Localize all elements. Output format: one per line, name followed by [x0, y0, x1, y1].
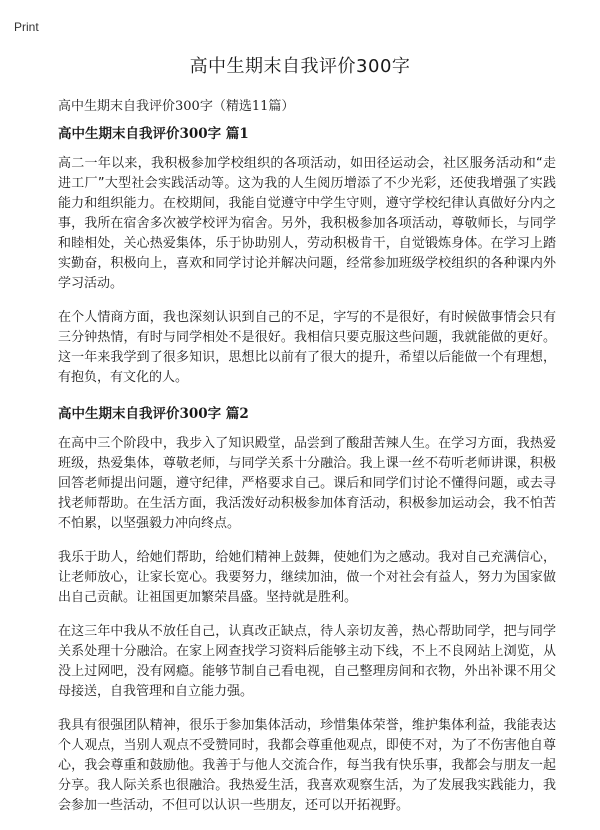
section-1 [58, 122, 556, 388]
section-2 [58, 402, 556, 816]
print-link[interactable]: Print [14, 20, 39, 34]
section-heading: 高中生期末自我评价300字 篇2 [58, 406, 249, 422]
paragraph: 在这三年中我从不放任自己，认真改正缺点，待人亲切友善，热心帮助同学，把与同学关系处理十分融洽。在家上网查找学习资料后能够主动下线，不上不良网站上浏览，从没上过网吧，没有网瘾。能够节制自己看电视，自己整理房间和衣物，外出补课不用父母接送，自我管理和自立能力强。 [58, 624, 556, 699]
paragraph: 在个人情商方面，我也深刻认识到自己的不足，字写的不是很好，有时候做事情会只有三分钟热情，有时与同学相处不是很好。我相信只要克服这些问题，我就能做的更好。这一年来我学到了很多知识，思想比以前有了很大的提升，希望以后能做一个有理想，有抱负，有文化的人。 [58, 310, 556, 385]
paragraph: 在高中三个阶段中，我步入了知识殿堂，品尝到了酸甜苦辣人生。在学习方面，我热爱班级，热爱集体，尊敬老师，与同学关系十分融洽。我上课一丝不苟听老师讲课，积极回答老师提出问题，遵守纪律，严格要求自己。课后和同学们讨论不懂得问题，或去寻找老师帮助。在生活方面，我活泼好动积极参加体育活动，积极参加运动会，我不怕苦不怕累，以坚强毅力冲向终点。 [58, 436, 556, 531]
paragraph: 我乐于助人，给她们帮助，给她们精神上鼓舞，使她们为之感动。我对自己充满信心，让老师放心，让家长宽心。我要努力，继续加油，做一个对社会有益人，努力为国家做出自己贡献。让祖国更加繁荣昌盛。坚持就是胜利。 [58, 550, 556, 605]
article-content [58, 122, 556, 830]
paragraph: 高二一年以来，我积极参加学校组织的各项活动，如田径运动会，社区服务活动和“走进工厂”大型社会实践活动等。这为我的人生阅历增添了不少光彩，还使我增强了实践能力和组织能力。在校期间，我能自觉遵守中学生守则，遵守学校纪律认真做好分内之事，我所在宿舍多次被学校评为宿舍。另外，我积极参加各项活动，尊敬师长，与同学和睦相处，关心热爱集体，乐于协助别人，劳动积极肯干，自觉锻炼身体。在学习上踏实勤奋，积极向上，喜欢和同学讨论并解决问题，经常参加班级学校组织的各种课内外学习活动。 [58, 156, 556, 291]
page-title: 高中生期末自我评价300字 [189, 56, 411, 77]
page-subtitle: 高中生期末自我评价300字（精选11篇） [58, 99, 295, 114]
paragraph: 我具有很强团队精神，很乐于参加集体活动，珍惜集体荣誉，维护集体利益，我能表达个人观点，当别人观点不受赞同时，我都会尊重他观点，即使不对，为了不伤害他自尊心，我会尊重和鼓励他。我善于与他人交流合作，每当我有快乐事，我都会与朋友一起分享。我人际关系也很融洽。我热爱生活，我喜欢观察生活，为了发展我实践能力，我会参加一些活动，不但可以认识一些朋友，还可以开拓视野。 [58, 718, 556, 813]
section-heading: 高中生期末自我评价300字 篇1 [58, 126, 249, 142]
